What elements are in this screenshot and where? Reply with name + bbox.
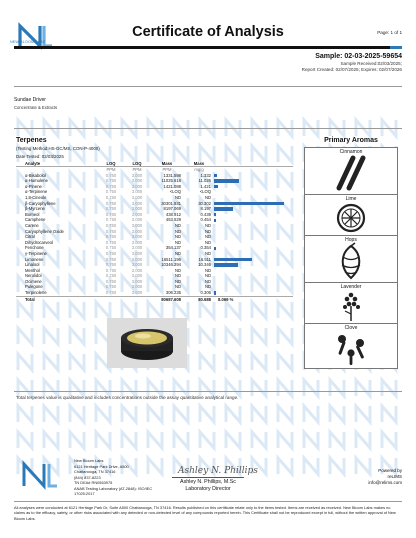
mass-ppm: ND [174,222,181,228]
mass-ppm: 1331.598 [163,172,181,178]
total-label: Total [16,296,98,302]
concentration-bar [214,263,238,266]
analyte-name: 1,8-Cineole [25,194,47,200]
mass-mg: <LOQ [199,189,211,195]
page-title: Certificate of Analysis [132,24,284,40]
powered-label: Powered by [378,468,402,473]
analyte-name: β-Caryophyllene [25,200,56,206]
loq-value: 0.750 [105,267,117,273]
loq-value: 0.750 [105,284,117,290]
unit-label: PPM [106,167,116,172]
aroma-card [304,235,398,283]
mass-mg: ND [204,278,211,284]
mass-ppm: ND [174,250,181,256]
analyte-name: α-Pinene [25,183,42,189]
lab-name: New Bloom Labs [74,458,104,463]
mass-ppm: <LOQ [169,189,181,195]
mass-mg: ND [204,273,211,279]
divider [14,128,402,129]
aroma-label: Clove [344,325,358,331]
director-signature [176,461,258,477]
analyte-name: Dihydrocarveol [25,239,53,245]
mass-mg: ND [204,239,211,245]
legal-notice: All analyses were conducted at 6121 Heritage Park Dr, Suite A500 Chattanooga, TN 37416. Results published on this certificate relate only to the items tested. Items are received as received. New Bloom Labs makes no claims as to the efficacy, safety, or other risks associated with any detected or non-detected level of any compounds reported herein. This Certificate shall not be reproduced except in full, without the written approval of New Bloom Labs. [14,505,396,521]
loq-value: 0.750 [105,278,117,284]
divider [14,391,402,392]
analyte-name: α-Bisabolol [25,172,46,178]
unit-label: PPM [162,167,172,172]
mass-ppm: 30301.931 [161,200,181,206]
analyte-name: Nerolidol [25,273,42,279]
powered-name: reLIMS [387,474,402,479]
mass-ppm: ND [174,194,181,200]
mass-ppm: 1421.088 [163,183,181,189]
mass-ppm: 438.912 [165,211,181,217]
column-header: Mass [150,161,184,167]
analyte-name: Borneol [25,211,40,217]
terpenes-table [16,161,293,302]
column-header: LOQ [124,161,150,167]
loq-value: 3.000 [131,267,143,273]
analyte-name: Linalool [25,262,40,268]
analyte-name: β-Myrcene [25,206,45,212]
director-name: Ashley N. Phillips, M.Sc [180,479,236,485]
header-rule-accent [390,46,402,49]
mass-ppm: ND [174,267,181,273]
mass-mg: 8.197 [200,206,211,212]
logo-text: NEW BLOOM LABS [10,40,46,44]
header-rule [14,46,390,49]
mass-mg: ND [204,267,211,273]
mass-ppm: 453.529 [165,217,181,223]
mass-mg: ND [204,228,211,234]
concentration-bar [214,207,233,210]
loq-value: 3.000 [131,172,143,178]
mass-mg: 0.306 [200,290,211,296]
loq-value: 0.750 [105,250,117,256]
sample-received: Sample Received:02/03/2025; [340,61,402,66]
lab-accreditation: ANAB Testing Laboratory (AT-2848): ISO/IEC [74,485,153,491]
analyte-name: α-Humulene [25,178,48,184]
loq-value: 0.750 [105,183,117,189]
column-header: Mass [184,161,214,167]
loq-value: 0.750 [105,273,117,279]
mass-ppm: ND [174,234,181,240]
loq-value: 3.000 [131,278,143,284]
mass-ppm: 306.235 [165,290,181,296]
concentration-bar [214,258,252,261]
analyte-name: Pulegone [25,284,43,290]
loq-value: 3.000 [131,200,143,206]
loq-value: 3.000 [131,217,143,223]
analyte-name: Limonene [25,256,44,262]
loq-value: 0.750 [105,178,117,184]
clove-icon [305,331,397,367]
primary-aromas [298,137,404,144]
mass-mg: ND [204,284,211,290]
aroma-label: Hops [345,237,357,243]
loq-value: 0.750 [105,245,117,251]
concentration-bar [214,202,284,205]
concentration-bar [214,219,216,222]
analyte-name: Camphene [25,217,46,223]
concentration-bar [214,213,216,216]
svg-text:Ashley N. Phillips: Ashley N. Phillips [178,466,258,476]
loq-value: 0.750 [105,206,117,212]
report-dates: Report Created: 02/07/2025; Expires: 02/07/2026 [301,67,402,72]
loq-value: 3.000 [131,222,143,228]
unit-label: mg/g [194,167,204,172]
analyte-name: Citral [25,234,35,240]
total-mg: 80.688 [184,296,214,302]
terpenes-disclaimer: Total terpenes value is qualitative and includes concentrations outside the assay quantitative analytical range. [16,395,239,400]
loq-value: 3.000 [131,183,143,189]
aroma-label: Lime [345,196,357,202]
loq-value: 3.000 [131,234,143,240]
mass-ppm: 354.137 [165,245,181,251]
mass-ppm: 10346.294 [161,262,181,268]
hops-icon [305,243,397,281]
testing-method: (Testing Method:HS-GC/MS, CON-P-4000) [16,146,100,151]
divider [14,501,402,502]
loq-value: 3.000 [131,262,143,268]
loq-value: 0.750 [105,256,117,262]
aromas-title: Primary Aromas [324,137,378,144]
loq-value: 3.000 [131,194,143,200]
sample-info [162,53,402,72]
loq-value: 0.750 [105,262,117,268]
loq-value: 3.000 [131,239,143,245]
analyte-name: Menthol [25,267,40,273]
analyte-name: α-Terpinene [25,189,48,195]
loq-value: 3.000 [131,211,143,217]
loq-value: 3.000 [131,273,143,279]
aroma-label: Cinnamon [339,149,363,155]
loq-value: 3.000 [131,250,143,256]
product-name: Sundae Driver [14,97,46,103]
mass-ppm: 8197.069 [163,206,181,212]
loq-value: 0.750 [105,217,117,223]
loq-value: 0.750 [105,200,117,206]
loq-value: 3.000 [131,206,143,212]
mass-mg: ND [204,250,211,256]
mass-mg: 0.354 [200,245,211,251]
total-row [16,296,293,302]
mass-mg: ND [204,194,211,200]
loq-value: 3.000 [131,178,143,184]
total-ppm: 80687.608 [150,296,184,302]
lavender-icon [305,290,397,322]
analyte-name: Fenchone [25,245,44,251]
concentration-bar [214,179,239,182]
sample-id: Sample: 02-03-2025-59654 [315,53,402,60]
mass-ppm: 16511.196 [161,256,181,262]
unit-label: PPM [132,167,142,172]
lime-icon [305,202,397,234]
concentration-bar [214,185,218,188]
signature-line [172,477,244,478]
loq-value: 3.000 [131,228,143,234]
mass-ppm: ND [174,239,181,245]
analyte-name: Caryophyllene Oxide [25,228,64,234]
analyte-name: γ-Terpinene [25,250,47,256]
loq-value: 0.750 [105,189,117,195]
mass-ppm: 11025.618 [161,178,181,184]
loq-value: 0.750 [105,234,117,240]
sample-photo [107,318,187,368]
loq-value: 0.750 [105,290,117,296]
cinnamon-icon [305,155,397,191]
loq-value: 0.750 [105,194,117,200]
loq-value: 0.750 [105,228,117,234]
lab-dea: TN DEA# RN0563975 [74,480,113,485]
loq-value: 0.750 [105,172,117,178]
mass-mg: 0.439 [200,211,211,217]
loq-value: 3.000 [131,284,143,290]
powered-by [342,468,402,486]
loq-value: 0.750 [105,222,117,228]
terpenes-title: Terpenes [16,137,47,144]
loq-value: 3.000 [131,189,143,195]
analyte-name: Ocimene [25,278,42,284]
mass-ppm: ND [174,278,181,284]
loq-value: 0.750 [105,239,117,245]
lab-phone: (844) 837-8223 [74,474,101,480]
aroma-card [304,282,398,324]
mass-mg: 30.302 [198,200,211,206]
mass-ppm: ND [174,273,181,279]
total-percent: 8.069 % [214,296,293,302]
divider [14,86,402,87]
aroma-card [304,194,398,236]
mass-ppm: ND [174,228,181,234]
address-line: 6121 Heritage Park Drive, A500 [74,463,129,469]
column-header: Analyte [16,161,98,167]
director-role: Laboratory Director [185,486,231,492]
concentration-bar [214,174,217,177]
product-category: Concentrate & Extracts [14,105,58,110]
powered-url[interactable]: info@relims.com [368,480,402,485]
loq-value: 3.000 [131,290,143,296]
mass-mg: 1.421 [200,183,211,189]
mass-mg: 11.026 [198,178,211,184]
lab-address [74,458,152,497]
jar-icon [107,318,187,368]
date-tested: Date Tested: 02/03/2025 [16,154,64,159]
lab-iso: 17025:2017 [74,491,95,496]
page-number: Page: 1 of 1 [377,30,402,35]
loq-value: 0.750 [105,211,117,217]
aroma-label: Lavender [340,284,362,290]
column-header: LOQ [98,161,124,167]
mass-mg: ND [204,222,211,228]
analyte-name: Terpinolene [25,290,47,296]
address-line: Chattanooga, TN 37416 [74,469,116,474]
aroma-card [304,147,398,195]
mass-mg: 0.454 [200,217,211,223]
loq-value: 3.000 [131,245,143,251]
loq-value: 3.000 [131,256,143,262]
mass-mg: 1.332 [200,172,211,178]
aroma-card [304,323,398,369]
mass-ppm: ND [174,284,181,290]
mass-mg: 10.346 [198,262,211,268]
mass-mg: ND [204,234,211,240]
concentration-bar [214,291,216,294]
analyte-name: Carene [25,222,39,228]
footer-logo-icon [18,460,62,488]
mass-mg: 16.511 [198,256,211,262]
concentration-bar [214,247,216,250]
